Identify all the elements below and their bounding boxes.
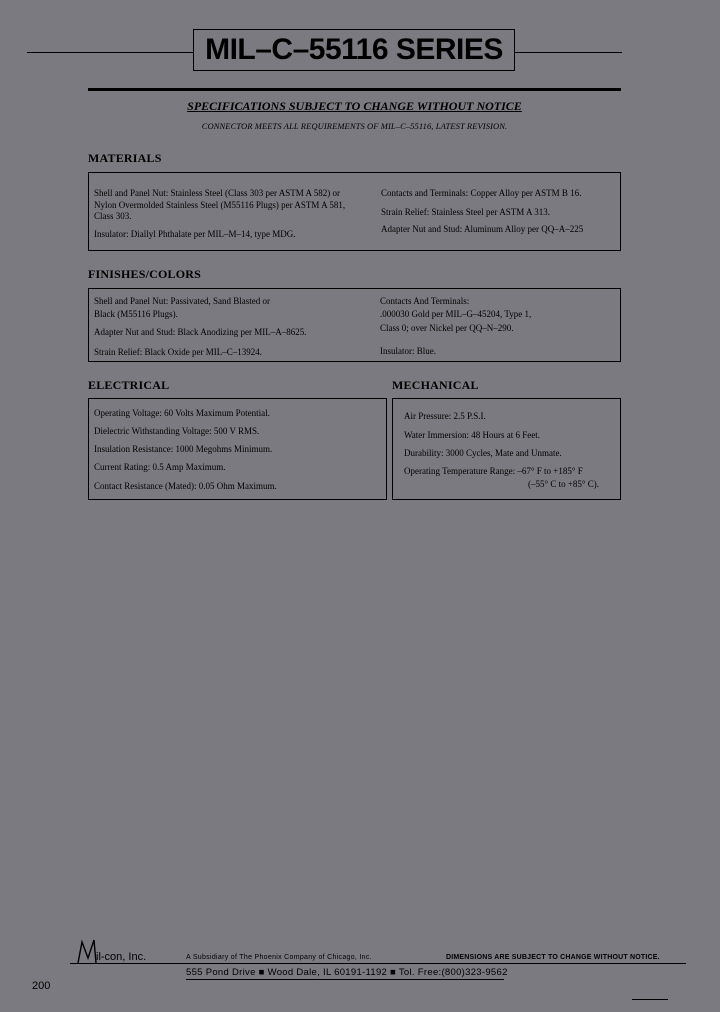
finishes-box (88, 288, 621, 362)
corner-mark (632, 999, 668, 1000)
finishes-right-line: Contacts And Terminals: (380, 296, 470, 306)
materials-box (88, 172, 621, 251)
mechanical-line: Durability: 3000 Cycles, Mate and Unmate. (404, 448, 562, 458)
finishes-right-line: Insulator: Blue. (380, 346, 436, 356)
finishes-left-line: Shell and Panel Nut: Passivated, Sand Blasted or (94, 296, 270, 306)
dimensions-notice: DIMENSIONS ARE SUBJECT TO CHANGE WITHOUT NOTICE. (446, 954, 660, 961)
materials-left-line: Nylon Overmolded Stainless Steel (M55116 Plugs) per ASTM A 581, (94, 200, 346, 210)
mechanical-line: (–55° C to +85° C). (528, 479, 600, 489)
mechanical-line: Water Immersion: 48 Hours at 6 Feet. (404, 430, 540, 440)
title-rule-left (27, 52, 193, 53)
finishes-left-line: Adapter Nut and Stud: Black Anodizing per MIL–A–8625. (94, 327, 307, 337)
finishes-right-line: .000030 Gold per MIL–G–45204, Type 1, (380, 309, 532, 319)
requirements-notice: CONNECTOR MEETS ALL REQUIREMENTS OF MIL–C–55116, LATEST REVISION. (201, 121, 508, 131)
page-title: MIL–C–55116 SERIES (193, 29, 515, 71)
materials-right-line: Contacts and Terminals: Copper Alloy per ASTM B 16. (381, 188, 582, 198)
company-address: 555 Pond Drive ■ Wood Dale, IL 60191-1192 ■ Tol. Free:(800)323-9562 (186, 967, 508, 978)
electrical-line: Insulation Resistance: 1000 Megohms Minimum. (94, 444, 273, 454)
materials-left-line: Shell and Panel Nut: Stainless Steel (Class 303 per ASTM A 582) or (94, 188, 340, 198)
mechanical-box (392, 398, 621, 500)
electrical-box (88, 398, 387, 500)
electrical-line: Operating Voltage: 60 Volts Maximum Potential. (94, 408, 270, 418)
materials-left-line: Class 303. (94, 211, 132, 221)
finishes-left-line: Black (M55116 Plugs). (94, 309, 178, 319)
electrical-line: Current Rating: 0.5 Amp Maximum. (94, 462, 226, 472)
materials-right-line: Adapter Nut and Stud: Aluminum Alloy per QQ–A–225 (381, 224, 584, 234)
page-number: 200 (32, 980, 51, 992)
electrical-heading: ELECTRICAL (88, 378, 170, 392)
mechanical-line: Operating Temperature Range: –67° F to +185° F (404, 466, 583, 476)
materials-left-line: Insulator: Diallyl Phthalate per MIL–M–14, type MDG. (94, 229, 296, 239)
company-name: il-con, Inc. (96, 951, 147, 963)
change-notice: SPECIFICATIONS SUBJECT TO CHANGE WITHOUT NOTICE (187, 99, 522, 113)
finishes-right-line: Class 0; over Nickel per QQ–N–290. (380, 323, 514, 333)
materials-heading: MATERIALS (88, 151, 162, 165)
electrical-line: Contact Resistance (Mated): 0.05 Ohm Maximum. (94, 481, 277, 491)
mechanical-heading: MECHANICAL (392, 378, 479, 392)
subsidiary-note: A Subsidiary of The Phoenix Company of Chicago, Inc. (186, 954, 372, 961)
materials-right-line: Strain Relief: Stainless Steel per ASTM A 313. (381, 207, 550, 217)
mechanical-line: Air Pressure: 2.5 P.S.I. (404, 411, 486, 421)
address-rule (186, 979, 504, 980)
finishes-heading: FINISHES/COLORS (88, 267, 202, 281)
header-divider (88, 88, 621, 91)
electrical-line: Dielectric Withstanding Voltage: 500 V RMS. (94, 426, 260, 436)
title-rule-right (515, 52, 622, 53)
footer-divider (70, 963, 686, 964)
finishes-left-line: Strain Relief: Black Oxide per MIL–C–13924. (94, 347, 262, 357)
